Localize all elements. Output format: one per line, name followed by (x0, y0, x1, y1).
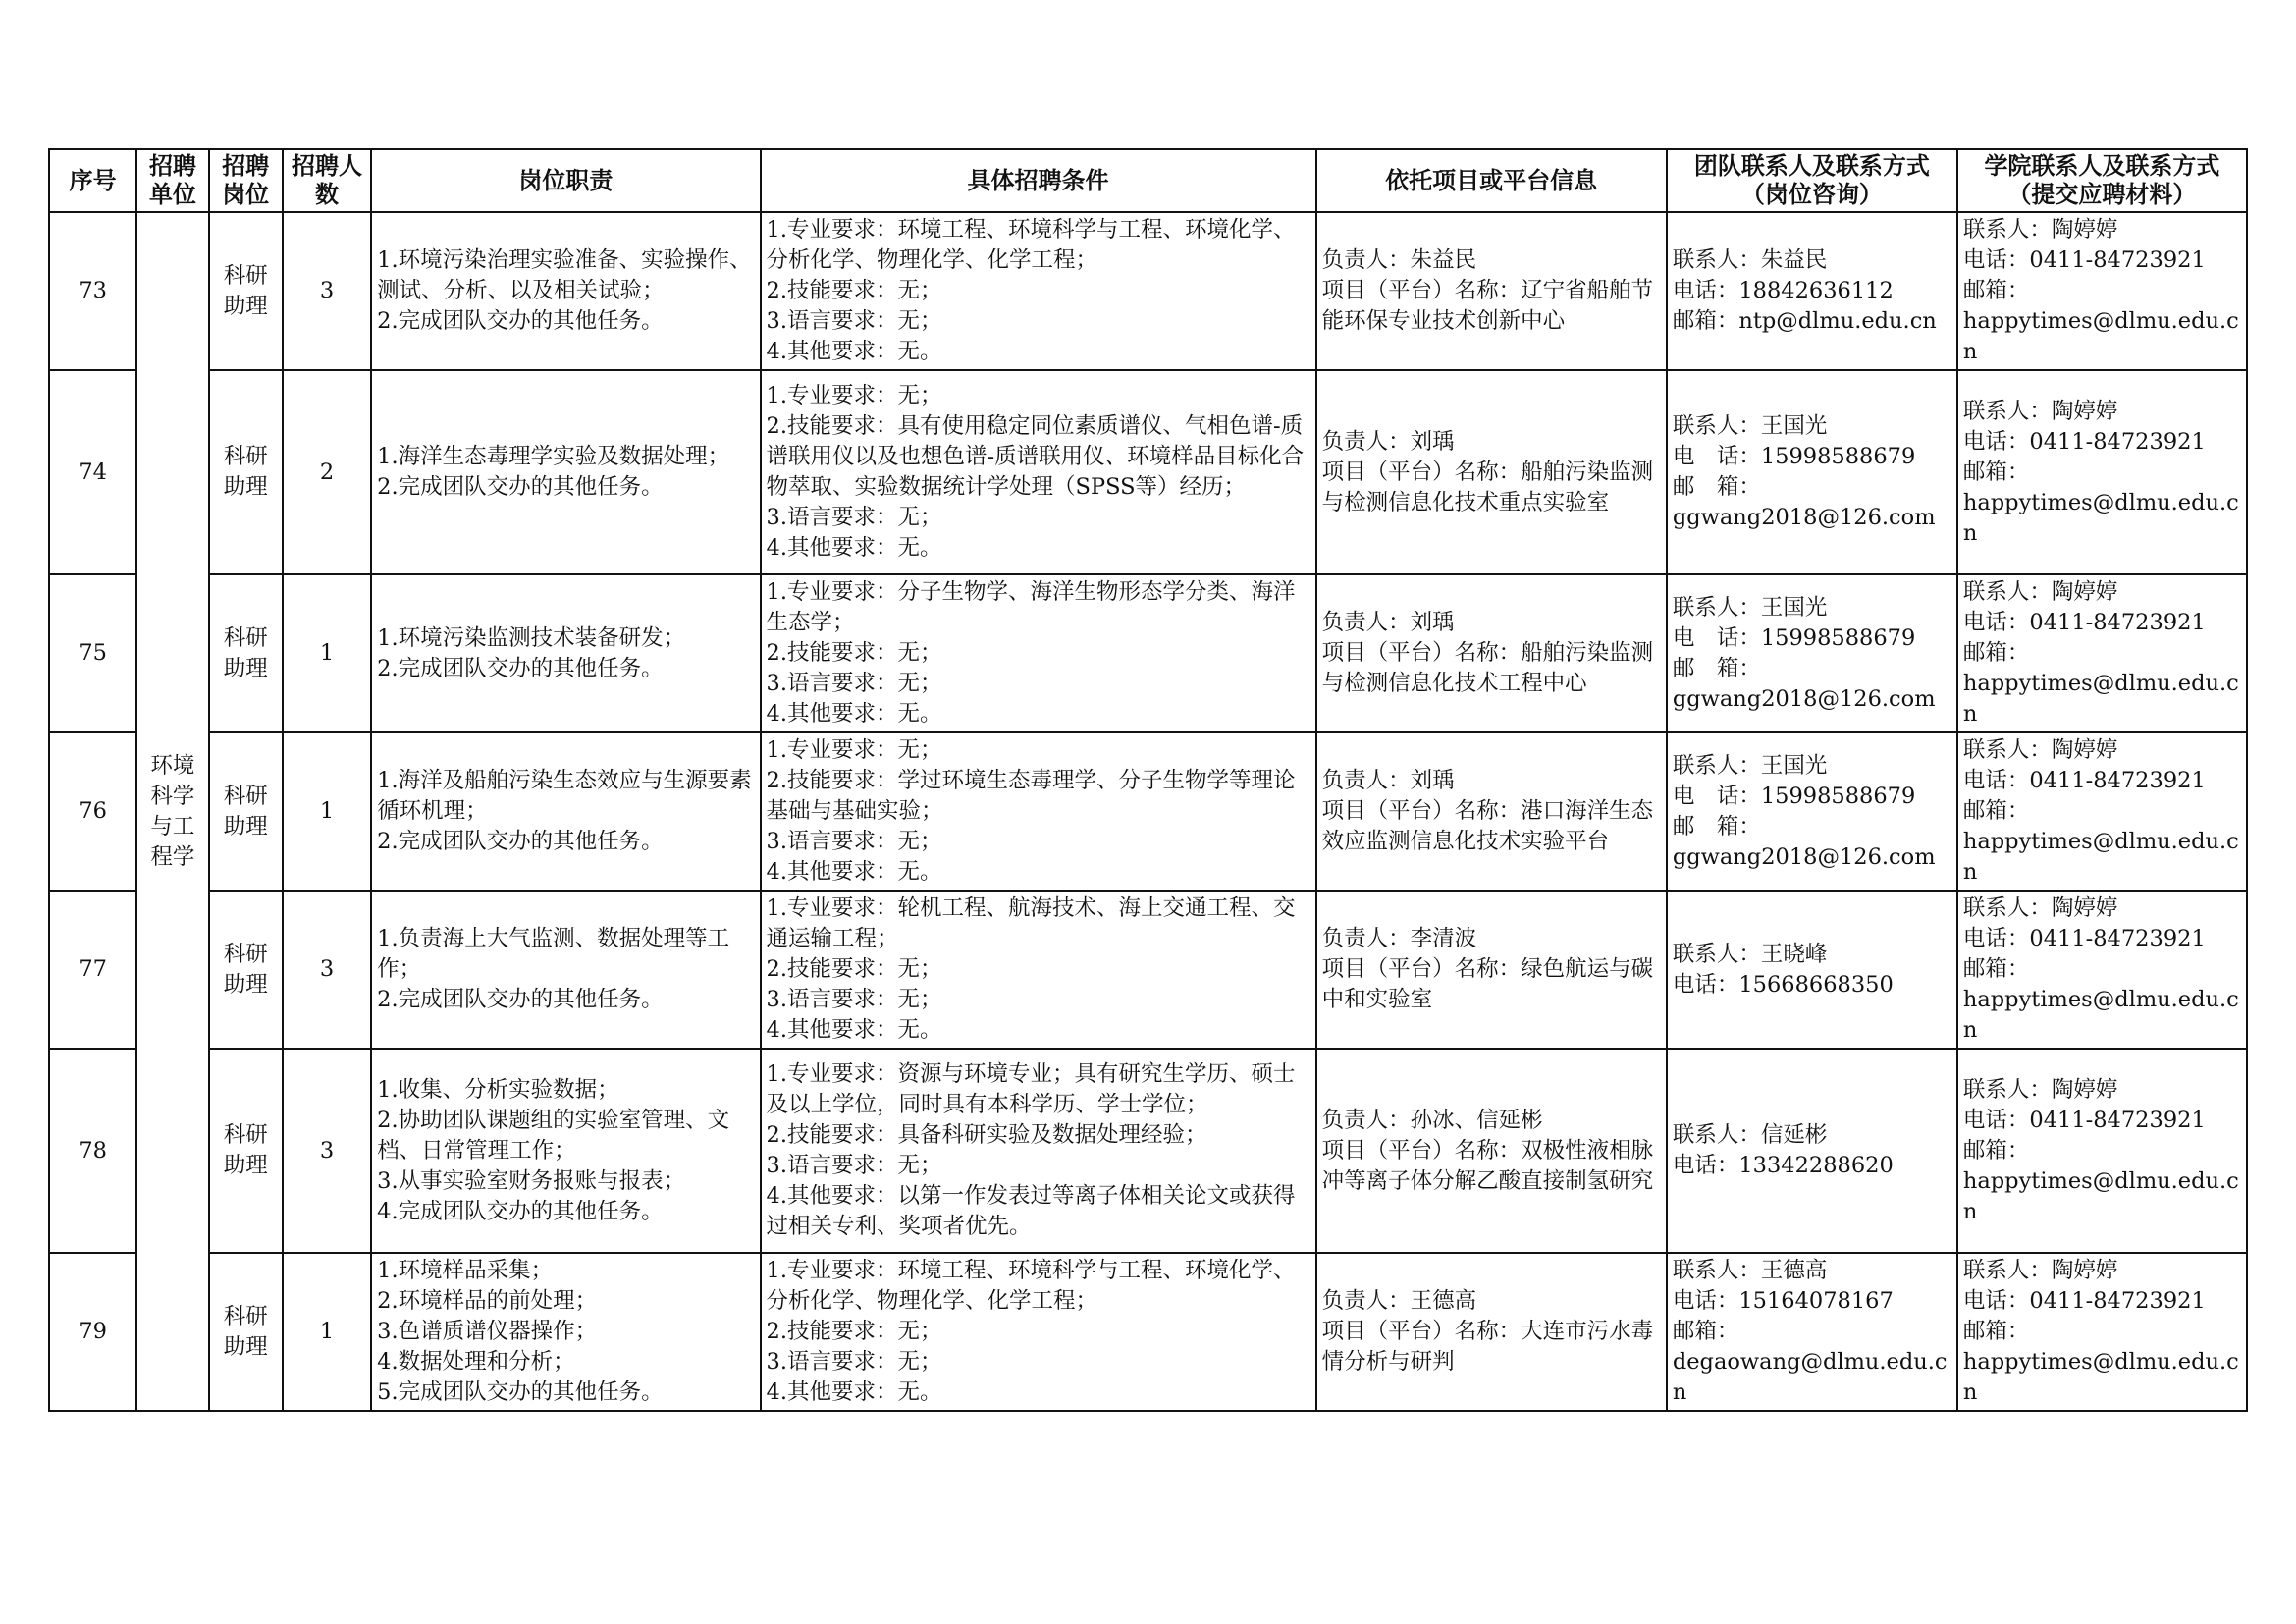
college-contact-line: happytimes@dlmu.edu.cn (1962, 489, 2239, 546)
project-info-line: 负责人：孙冰、信延彬 (1321, 1107, 1543, 1133)
team-contact-line: 联系人：信延彬 (1672, 1122, 1828, 1148)
headcount: 1 (283, 732, 371, 891)
requirements (761, 891, 1316, 1049)
college-contact-line: 电话：0411-84723921 (1962, 926, 2206, 951)
duties-line: 2.环境样品的前处理； (377, 1288, 598, 1314)
row-number: 76 (49, 732, 136, 891)
project-info (1316, 574, 1667, 732)
project-info (1316, 732, 1667, 891)
requirements-line: 1.专业要求：环境工程、环境科学与工程、环境化学、分析化学、物理化学、化学工程； (766, 217, 1296, 273)
project-info-line: 项目（平台）名称：双极性液相脉冲等离子体分解乙酸直接制氢研究 (1321, 1137, 1654, 1194)
row-number: 79 (49, 1253, 136, 1411)
requirements-line: 4.其他要求：无。 (766, 535, 942, 561)
college-contact-line: 联系人：陶婷婷 (1962, 579, 2118, 605)
headcount: 3 (283, 212, 371, 370)
requirements-line: 1.专业要求：无； (766, 383, 942, 408)
team-contact-line: 邮 箱： (1672, 813, 1761, 839)
requirements-line: 2.技能要求：无； (766, 278, 942, 303)
post-name: 科研助理 (209, 891, 283, 1049)
requirements (761, 574, 1316, 732)
table-body (49, 212, 2247, 1411)
project-info (1316, 1049, 1667, 1253)
duties-line: 3.色谱质谱仪器操作； (377, 1319, 598, 1344)
duties-line: 1.海洋生态毒理学实验及数据处理； (377, 444, 730, 469)
team-contact (1667, 732, 1957, 891)
team-contact-line: 联系人：王国光 (1672, 752, 1828, 779)
team-contact-line: 联系人：王国光 (1672, 413, 1828, 439)
team-contact-line: 联系人：朱益民 (1672, 247, 1828, 273)
requirements-line: 3.语言要求：无； (766, 829, 942, 854)
header-unit: 招聘单位 (136, 149, 208, 212)
requirements-line: 1.专业要求：无； (766, 737, 942, 763)
college-contact-line: 邮箱： (1962, 1319, 2030, 1344)
college-contact-line: 电话：0411-84723921 (1962, 768, 2206, 793)
duties-line: 2.协助团队课题组的实验室管理、文档、日常管理工作； (377, 1107, 730, 1164)
duties-line: 1.环境污染监测技术装备研发； (377, 624, 686, 651)
project-info (1316, 370, 1667, 574)
requirements-line: 4.其他要求：无。 (766, 339, 942, 364)
college-contact (1957, 891, 2247, 1049)
duties-line: 4.完成团队交办的其他任务。 (377, 1198, 664, 1224)
header-requirements: 具体招聘条件 (761, 149, 1316, 212)
college-contact-line: happytimes@dlmu.edu.cn (1962, 829, 2239, 885)
table-row (49, 370, 2247, 574)
project-info (1316, 212, 1667, 370)
post-name: 科研助理 (209, 1049, 283, 1253)
requirements-line: 1.专业要求：轮机工程、航海技术、海上交通工程、交通运输工程； (766, 895, 1296, 951)
requirements-line: 4.其他要求：以第一作发表过等离子体相关论文或获得过相关专利、奖项者优先。 (766, 1183, 1296, 1239)
requirements-line: 4.其他要求：无。 (766, 701, 942, 727)
table-row (49, 1253, 2247, 1411)
college-contact-line: 电话：0411-84723921 (1962, 247, 2206, 273)
team-contact-line: 邮箱：ntp@dlmu.edu.cn (1672, 308, 1937, 334)
college-contact-line: happytimes@dlmu.edu.cn (1962, 308, 2239, 364)
table-row (49, 212, 2247, 370)
duties (371, 1049, 760, 1253)
project-info-line: 负责人：朱益民 (1321, 247, 1477, 273)
project-info-line: 项目（平台）名称：船舶污染监测与检测信息化技术工程中心 (1321, 640, 1654, 696)
project-info (1316, 1253, 1667, 1411)
requirements-line: 3.语言要求：无； (766, 1153, 942, 1178)
requirements-line: 2.技能要求：学过环境生态毒理学、分子生物学等理论基础与基础实验； (766, 768, 1296, 824)
duties-line: 2.完成团队交办的其他任务。 (377, 987, 664, 1012)
duties-line: 2.完成团队交办的其他任务。 (377, 474, 664, 500)
table-row (49, 574, 2247, 732)
college-contact-line: happytimes@dlmu.edu.cn (1962, 987, 2239, 1043)
college-contact-line: happytimes@dlmu.edu.cn (1962, 1349, 2239, 1405)
project-info-line: 项目（平台）名称：港口海洋生态效应监测信息化技术实验平台 (1321, 798, 1654, 854)
college-contact (1957, 370, 2247, 574)
college-contact-line: 电话：0411-84723921 (1962, 1107, 2206, 1133)
team-contact (1667, 891, 1957, 1049)
requirements (761, 370, 1316, 574)
team-contact-line: 邮 箱： (1672, 655, 1761, 681)
duties-line: 2.完成团队交办的其他任务。 (377, 308, 664, 334)
header-post: 招聘岗位 (209, 149, 283, 212)
team-contact-line: 联系人：王国光 (1672, 594, 1828, 621)
team-contact-line: 联系人：王德高 (1672, 1258, 1828, 1283)
college-contact-line: 邮箱： (1962, 640, 2030, 666)
post-name: 科研助理 (209, 574, 283, 732)
table-row (49, 732, 2247, 891)
college-contact (1957, 732, 2247, 891)
requirements (761, 1049, 1316, 1253)
duties (371, 891, 760, 1049)
requirements-line: 4.其他要求：无。 (766, 859, 942, 885)
college-contact (1957, 1049, 2247, 1253)
headcount: 3 (283, 1049, 371, 1253)
college-contact-line: happytimes@dlmu.edu.cn (1962, 671, 2239, 727)
project-info-line: 项目（平台）名称：绿色航运与碳中和实验室 (1321, 956, 1654, 1012)
requirements (761, 1253, 1316, 1411)
team-contact-line: 邮 箱： (1672, 474, 1761, 500)
duties (371, 574, 760, 732)
team-contact-line: degaowang@dlmu.edu.cn (1672, 1349, 1948, 1405)
requirements-line: 3.语言要求：无； (766, 308, 942, 334)
header-row (49, 149, 2247, 212)
team-contact (1667, 1049, 1957, 1253)
duties-line: 1.环境样品采集； (377, 1258, 554, 1283)
requirements-line: 3.语言要求：无； (766, 505, 942, 530)
duties-line: 1.收集、分析实验数据； (377, 1076, 619, 1103)
headcount: 2 (283, 370, 371, 574)
requirements (761, 212, 1316, 370)
team-contact-line: 电话：18842636112 (1672, 278, 1894, 303)
requirements-line: 1.专业要求：分子生物学、海洋生物形态学分类、海洋生态学； (766, 579, 1296, 635)
duties-line: 1.负责海上大气监测、数据处理等工作； (377, 926, 730, 982)
row-number: 73 (49, 212, 136, 370)
college-contact-line: 联系人：陶婷婷 (1962, 217, 2118, 243)
project-info-line: 项目（平台）名称：船舶污染监测与检测信息化技术重点实验室 (1321, 459, 1654, 515)
duties-line: 1.海洋及船舶污染生态效应与生源要素循环机理； (377, 768, 752, 824)
requirements-line: 1.专业要求：资源与环境专业；具有研究生学历、硕士及以上学位，同时具有本科学历、学士学位； (766, 1061, 1296, 1117)
post-name: 科研助理 (209, 212, 283, 370)
team-contact (1667, 1253, 1957, 1411)
duties-line: 4.数据处理和分析； (377, 1349, 575, 1375)
project-info-line: 项目（平台）名称：大连市污水毒情分析与研判 (1321, 1319, 1654, 1375)
requirements-line: 2.技能要求：具备科研实验及数据处理经验； (766, 1122, 1207, 1148)
team-contact-line: ggwang2018@126.com (1672, 505, 1936, 530)
requirements (761, 732, 1316, 891)
college-contact-line: 邮箱： (1962, 459, 2030, 485)
duties-line: 2.完成团队交办的其他任务。 (377, 655, 664, 681)
duties (371, 370, 760, 574)
row-number: 77 (49, 891, 136, 1049)
row-number: 75 (49, 574, 136, 732)
duties (371, 732, 760, 891)
requirements-line: 2.技能要求：无； (766, 640, 942, 666)
requirements-line: 3.语言要求：无； (766, 1349, 942, 1375)
requirements-line: 3.语言要求：无； (766, 987, 942, 1012)
college-contact (1957, 1253, 2247, 1411)
header-team-contact: 团队联系人及联系方式 （岗位咨询） (1667, 149, 1957, 212)
requirements-line: 2.技能要求：具有使用稳定同位素质谱仪、气相色谱-质谱联用仪以及也想色谱-质谱联用仪、环境样品目标化合物萃取、实验数据统计学处理（SPSS等）经历； (766, 413, 1305, 500)
college-contact-line: 邮箱： (1962, 1137, 2030, 1164)
project-info-line: 负责人：刘瑀 (1321, 768, 1455, 793)
requirements-line: 4.其他要求：无。 (766, 1017, 942, 1043)
college-contact-line: 联系人：陶婷婷 (1962, 895, 2118, 921)
recruiting-unit: 环境科学与工程学 (136, 212, 208, 1411)
college-contact-line: 联系人：陶婷婷 (1962, 1258, 2118, 1283)
duties-line: 2.完成团队交办的其他任务。 (377, 829, 664, 854)
project-info-line: 负责人：李清波 (1321, 926, 1477, 951)
headcount: 1 (283, 574, 371, 732)
team-contact-line: 电话：15668668350 (1672, 971, 1894, 998)
college-contact-line: 联系人：陶婷婷 (1962, 737, 2118, 763)
college-contact-line: 电话：0411-84723921 (1962, 610, 2206, 635)
team-contact-line: 电 话：15998588679 (1672, 624, 1916, 651)
college-contact-line: happytimes@dlmu.edu.cn (1962, 1167, 2239, 1224)
project-info-line: 负责人：刘瑀 (1321, 428, 1455, 455)
college-contact-line: 电话：0411-84723921 (1962, 428, 2206, 455)
header-duties: 岗位职责 (371, 149, 760, 212)
header-no: 序号 (49, 149, 136, 212)
header-project: 依托项目或平台信息 (1316, 149, 1667, 212)
project-info (1316, 891, 1667, 1049)
college-contact-line: 邮箱： (1962, 956, 2030, 982)
recruitment-table (48, 148, 2248, 1412)
team-contact-line: ggwang2018@126.com (1672, 843, 1936, 870)
project-info-line: 项目（平台）名称：辽宁省船舶节能环保专业技术创新中心 (1321, 278, 1654, 334)
team-contact (1667, 212, 1957, 370)
college-contact (1957, 574, 2247, 732)
requirements-line: 3.语言要求：无； (766, 671, 942, 696)
team-contact (1667, 574, 1957, 732)
team-contact-line: 联系人：王晓峰 (1672, 941, 1828, 967)
team-contact-line: 电 话：15998588679 (1672, 444, 1916, 469)
requirements-line: 2.技能要求：无； (766, 1319, 942, 1344)
header-college-contact: 学院联系人及联系方式 （提交应聘材料） (1957, 149, 2247, 212)
college-contact-line: 联系人：陶婷婷 (1962, 398, 2118, 424)
college-contact-line: 邮箱： (1962, 798, 2030, 824)
college-contact-line: 联系人：陶婷婷 (1962, 1076, 2118, 1103)
duties-line: 5.完成团队交办的其他任务。 (377, 1380, 664, 1405)
duties-line: 1.环境污染治理实验准备、实验操作、测试、分析、以及相关试验； (377, 247, 752, 303)
college-contact-line: 邮箱： (1962, 278, 2030, 303)
post-name: 科研助理 (209, 732, 283, 891)
team-contact-line: ggwang2018@126.com (1672, 685, 1936, 712)
row-number: 78 (49, 1049, 136, 1253)
post-name: 科研助理 (209, 370, 283, 574)
team-contact-line: 电话：15164078167 (1672, 1288, 1894, 1314)
team-contact-line: 电话：13342288620 (1672, 1153, 1894, 1178)
team-contact-line: 电 话：15998588679 (1672, 783, 1916, 809)
project-info-line: 负责人：刘瑀 (1321, 610, 1455, 635)
college-contact (1957, 212, 2247, 370)
requirements-line: 4.其他要求：无。 (766, 1380, 942, 1405)
table-row (49, 891, 2247, 1049)
post-name: 科研助理 (209, 1253, 283, 1411)
duties (371, 1253, 760, 1411)
header-count: 招聘人数 (283, 149, 371, 212)
requirements-line: 2.技能要求：无； (766, 956, 942, 982)
row-number: 74 (49, 370, 136, 574)
requirements-line: 1.专业要求：环境工程、环境科学与工程、环境化学、分析化学、物理化学、化学工程； (766, 1258, 1296, 1314)
headcount: 3 (283, 891, 371, 1049)
duties-line: 3.从事实验室财务报账与报表； (377, 1167, 686, 1194)
college-contact-line: 电话：0411-84723921 (1962, 1288, 2206, 1314)
project-info-line: 负责人：王德高 (1321, 1288, 1477, 1314)
team-contact (1667, 370, 1957, 574)
team-contact-line: 邮箱： (1672, 1319, 1739, 1344)
table-row (49, 1049, 2247, 1253)
duties (371, 212, 760, 370)
headcount: 1 (283, 1253, 371, 1411)
